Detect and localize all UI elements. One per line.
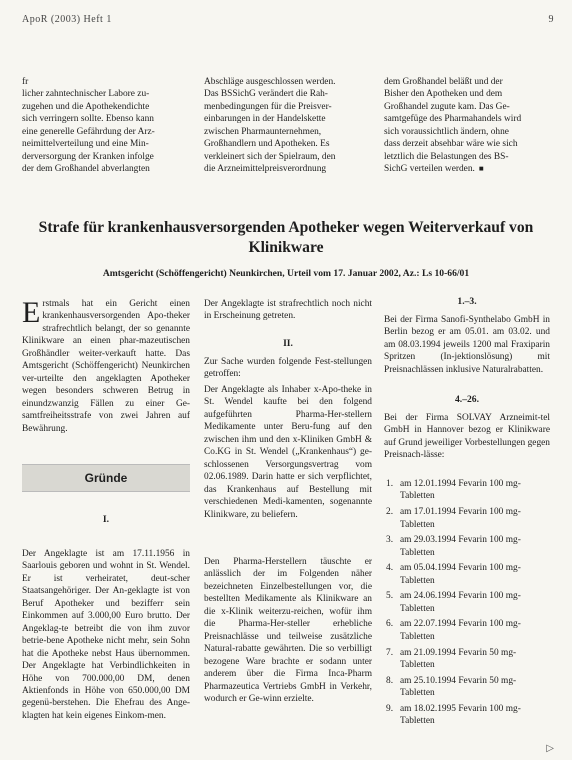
running-header: ApoR (2003) Heft 1 (22, 14, 112, 25)
list-item-number: 9. (386, 703, 394, 714)
list-item-text: am 29.03.1994 Fevarin 100 mg-Tabletten (400, 535, 521, 558)
list-item-text: am 25.10.1994 Fevarin 50 mg-Tabletten (400, 675, 517, 699)
list-item-number: 3. (386, 535, 394, 546)
section-heading-I: I. (102, 514, 110, 525)
list-item (384, 478, 550, 503)
list-item (384, 618, 550, 643)
section-heading-II: II. (283, 338, 293, 349)
list-item-text: am 12.01.1994 Fevarin 100 mg-Tabletten (400, 479, 521, 502)
previous-article-column-2: Abschläge ausgeschlossen werden. Das BSSichG verändert die Rah- menbedingungen für die Preisver- einbarungen in der Handelskette zwischen Pharmaunternehmen, Großhandlern und Apotheken. Es verkleinert sich der Spielraum, den die Arzneimittelpreisverordnung (204, 77, 336, 175)
list-item-text: am 05.04.1994 Fevarin 100 mg-Tabletten (400, 563, 521, 586)
list-item (384, 703, 550, 728)
list-item-number: 7. (386, 647, 394, 658)
list-item (384, 506, 550, 531)
list-item (384, 562, 550, 587)
previous-article-column-3 (384, 76, 548, 176)
section-heading-1-3: 1.–3. (457, 296, 477, 307)
list-item-number: 5. (386, 591, 394, 602)
court-reference: Amtsgericht (Schöffengericht) Neunkirchen, Urteil vom 17. Januar 2002, Az.: Ls 10-66/01 (102, 268, 470, 279)
list-item-text: am 24.06.1994 Fevarin 100 mg-Tabletten (400, 591, 521, 614)
list-item-text: am 21.09.1994 Fevarin 50 mg-Tabletten (400, 647, 517, 671)
section-II-paragraph-1: Der Angeklagte als Inhaber x-Apo-theke in St. Wendel kaufte bei den folgend aufgeführten Pharma-Her-stellern Medikamente unter Beru-fung auf den zwischen ihm und den x-Kliniken GmbH & Co.KG in St. Wendel („Krankenhaus“) ge-schlossenen Versorgungsvertrag vom 02.06.1989. Darin hatte er sich verpflichtet, das Krankenhaus auf Bestellung mit verschiedenen Medi-kamenten, sogenannte Klinikware, zu beliefern. (204, 385, 372, 520)
section-II-paragraph-2: Den Pharma-Herstellern täuschte er anlässlich der im Folgenden näher bezeichneten Einzelbestellungen vor, die bestellten Medikamente als Klinikware an die x-Klinik weiterzu-reichen, wofür ihm die Pharma-Her-steller erhebliche Preisnachlässe und teilweise zusätzliche Natural-rabatte gewährten. Die so verbilligt bezogene Ware brachte er sodann unter anderem über die Firma Inca-Pharm Pharmazeutica Vertriebs GmbH in Verkehr, wodurch er Ge-winn erzielte. (204, 557, 372, 704)
list-item-text: am 22.07.1994 Fevarin 100 mg-Tabletten (400, 619, 521, 642)
list-item-number: 8. (386, 675, 394, 686)
list-item-number: 2. (386, 507, 394, 518)
list-item (384, 534, 550, 559)
continue-arrow-icon: ▷ (546, 743, 554, 754)
list-item-text: am 17.01.1994 Fevarin 100 mg-Tabletten (400, 507, 521, 530)
section-I-text: Der Angeklagte ist am 17.11.1956 in Saarlouis geboren und wohnt in St. Wendel. Er ist verheiratet, deut-scher Staatsangehöriger. Der An-geklagte ist von Beruf Apotheker und bezifferr sein Einkommen auf 3.000,00 Euro brutto. Der Angeklag-te betreibt die von ihm zuvor betrie-bene Apotheke nicht mehr, sein Sohn hat die Apotheke nebst Haus übernommen. Der Angeklagte hat Verbindlichkeiten in Höhe von 700.000,00 DM, denen Aktienfonds in Höhe von 650.000,00 DM gegenü-berstehen. Die Ehefrau des Ange-klagten hat kein eigenes Einkom-men. (22, 549, 190, 721)
order-list (384, 478, 550, 731)
end-of-article-mark: ■ (478, 164, 484, 174)
gruende-heading: Gründe (22, 464, 190, 492)
list-item-number: 6. (386, 619, 394, 630)
list-item (384, 590, 550, 615)
drop-cap: E (22, 296, 41, 329)
section-II-intro: Zur Sache wurden folgende Fest-stellungen getroffen: (204, 357, 372, 380)
list-item-number: 4. (386, 563, 394, 574)
article-title: Strafe für krankenhausversorgenden Apotheker wegen Weiterverkauf von Klinikware (38, 219, 534, 256)
list-item-text: am 18.02.1995 Fevarin 100 mg-Tabletten (400, 703, 521, 727)
list-item (384, 675, 550, 700)
previous-article-column-1: fr licher zahntechnischer Labore zu- zugehen und die Apothekendichte sich verringern sollte. Ebenso kann eine generelle Gefährdung der Arz- neimittelverteilung und eine Min- derversorgung der Kranken infolge der dem Großhandel abverlangten (22, 77, 155, 175)
previous-article-column-3-text: dem Großhandel beläßt und der Bisher den Apotheken und dem Großhandel zugute kam. Das Ge- samtgefüge des Pharmahandels wird sich voraussichtlich ändern, ohne dass derzeit absehbar wäre wie sich letztlich die Belastungen des BS- SichG verteilen werden. (384, 77, 522, 175)
list-item (384, 647, 550, 672)
section-1-3-text: Bei der Firma Sanofi-Synthelabo GmbH in Berlin bezog er am 05.01. am 03.02. und am 08.03.1994 jeweils 1200 mal Fraxiparin Spritzen (In-jektionslösung) mit Preisnachlässen inklusive Naturalrabatten. (384, 315, 550, 375)
section-4-26-text: Bei der Firma SOLVAY Arzneimit-tel GmbH in Hannover bezog er Klinikware auf Grund jeweiliger Vorbestellungen gegen Preisnach-lässe: (384, 413, 550, 461)
section-heading-4-26: 4.–26. (455, 394, 479, 405)
list-item-number: 1. (386, 479, 394, 489)
column-2-intro: Der Angeklagte ist strafrechtlich noch nicht in Erscheinung getreten. (204, 299, 372, 322)
intro-text: rstmals hat ein Gericht einen krankenhausversorgenden Apo-theker strafrechtlich belangt, der so genannte Klinikware an einen phar-mazeutischen Großhändler weiter-verkauft hatte. Das Amtsgericht (Schöffengericht) Neunkirchen ver-urteilte den angeklagten Apotheker wegen besonders schweren Betrug in einundzwanzig Fällen zu einer Ge-samtfreiheitsstrafe von zwei Jahren auf Bewährung. (22, 299, 190, 434)
page-number: 9 (548, 14, 554, 25)
intro-paragraph (22, 298, 190, 435)
